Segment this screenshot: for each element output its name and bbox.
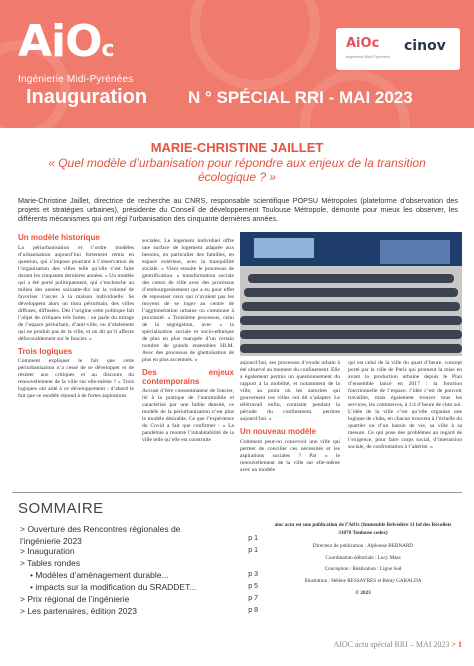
section-heading: Trois logiques bbox=[18, 346, 73, 356]
article-quote: « Quel modèle d’urbanisation pour répondre aux enjeux de la transition écologique ? » bbox=[48, 156, 426, 184]
section-divider bbox=[12, 492, 462, 493]
imprint-copyright: © 2023 bbox=[355, 589, 371, 596]
paragraph: Comment expliquer le fait que cette périurbanisation n’a cessé de se développer et de résister aux critiques et au discours du renouvellement de la ville sur elle-même ? « Trois logiques ont aidé à ce développement : d’abord le fait que ce modèle répond à de fortes aspirations bbox=[18, 358, 134, 399]
sommaire-item[interactable] bbox=[20, 605, 258, 617]
sommaire-item[interactable] bbox=[20, 523, 258, 545]
photo-screen bbox=[254, 238, 314, 258]
imprint-director: Directeur de publication : Alphonse BERNARD bbox=[312, 543, 414, 550]
article-column-3 bbox=[240, 360, 340, 474]
imprint-block bbox=[272, 522, 454, 597]
partner-aioc-logo: AiOc bbox=[346, 36, 380, 51]
section-heading: Des enjeux contemporains bbox=[142, 368, 234, 386]
audience-row bbox=[248, 274, 454, 283]
partner-logos bbox=[336, 28, 460, 70]
audience-row bbox=[242, 302, 460, 311]
partner-cinov-logo: cinov bbox=[404, 38, 446, 54]
gear-decoration bbox=[190, 0, 320, 90]
sommaire-item-label: > Inauguration bbox=[20, 546, 75, 556]
brand-block bbox=[18, 16, 134, 85]
audience-row bbox=[240, 344, 462, 353]
article-column-2 bbox=[142, 238, 234, 444]
photo-banner bbox=[380, 240, 450, 264]
section-heading: Un modèle historique bbox=[18, 233, 100, 242]
sommaire-item[interactable] bbox=[20, 557, 258, 569]
issue-number: N ° SPÉCIAL RRI - MAI 2023 bbox=[188, 88, 413, 107]
sommaire-item-page: p 1 bbox=[248, 535, 258, 542]
brand-subtitle: Ingénierie Midi-Pyrénées bbox=[18, 74, 134, 85]
sommaire-item-page: p 8 bbox=[248, 607, 258, 614]
paragraph: sociales. Le logement individuel offre une surface de logement adaptée aux besoins, en particulier des familles, en espace extérieur, avec la tranquillité sociale. » Vient ensuite le processus de gentrification. « transformation sociale des cœurs de ville avec des processus d’embourgeoisement qui a eu pour effet de repousser ceux qui n’avaient pas les moyens de se loger au centre de l’agglomération urbaine ou commune à proximité. » Troisième processus, celui de la ségrégation, avec « la spécialisation sociale et socio-ethnique de plus en plus marquée d’un certain nombre de grands ensembles HLM. Avec des processus de ghettoïsation de plus en plus accentués. » bbox=[142, 238, 234, 363]
footer-text: AIOC actu spécial RRI – MAI 2023 bbox=[333, 640, 450, 649]
paragraph: Comment peut-on concevoir une ville qui permet de concilier ces nécessités et les aspirations sociales ? Par « le renouvellement de la ville sur elle-même avec un modèle bbox=[240, 438, 340, 473]
audience-row bbox=[240, 330, 462, 339]
article-intro: Marie-Christine Jaillet, directrice de recherche au CNRS, responsable scientifique POPSU Métropoles (plateforme d’observation des projets et stratégies urbaines), présidente du Conseil de développement Toulouse Métropole, démonte pour mieux les observer, les différents mécanismes qui ont régi l’urbanisation des cinquante dernières années. bbox=[18, 196, 458, 223]
paragraph: aujourd’hui, ses processus d’exode urbain à été observé au moment du confinement. Elle a également permis un questionnement du rapport à la mobilité, et notamment de la ville, au point où les autorités qui gouvernent ces villes ont dû s’adapter. Le télétravail enfin, contraint pendant la période du confinement, perdure aujourd’hui. » bbox=[240, 360, 340, 422]
imprint-design: Conception / Réalisation : Ligue Sud bbox=[324, 566, 402, 573]
sommaire-item[interactable] bbox=[20, 569, 258, 581]
imprint-publisher: aioc actu est une publication de l’AiOc (Immeuble Belvédère 11 bd des Récollets 31078 Toulouse cedex) bbox=[274, 522, 452, 536]
aioc-logo: AiOc bbox=[18, 16, 114, 67]
sommaire-item-label: > Ouverture des Rencontres régionales de l’ingénierie 2023 bbox=[20, 524, 181, 546]
header-banner bbox=[0, 0, 474, 128]
audience-row bbox=[240, 316, 462, 325]
sommaire-title: SOMMAIRE bbox=[18, 500, 104, 517]
page-number: > 1 bbox=[451, 640, 462, 649]
article-column-1 bbox=[18, 234, 134, 400]
paragraph: qui est celui de la ville du quart d’heure, concept porté par la ville de Paris qui promeut la mise en avant la production urbaine depuis le Plan d’ensemble lancé en 2017 : la fonction fonctionnelle de l’espace. l’idée c’est de pouvoir travailler, mais également trouver tous les services, les commerces, à 1/4 d’heure de chez soi. L’idée de la ville c’est qu’elle organise une logique de clubs, en chacun trouvera à l’échelle du quartier ou d’un bassin de vie, sa ville à sa mesure. Ce qui pose des problèmes au regard de l’exigence, pour faire corps social, d’interaction sociale, de confrontation à l’altérité. » bbox=[348, 360, 462, 450]
sommaire-item-page: p 7 bbox=[248, 595, 258, 602]
sommaire-item[interactable] bbox=[20, 545, 258, 557]
sommaire-item-label: > Prix régional de l’ingénierie bbox=[20, 594, 130, 604]
sommaire-list bbox=[20, 523, 258, 617]
issue-title: Inauguration bbox=[26, 86, 148, 108]
sommaire-item-page: p 1 bbox=[248, 547, 258, 554]
imprint-coordination: Coordination éditoriale : Lucy Mass bbox=[325, 554, 401, 561]
sommaire-item-page: p 3 bbox=[248, 571, 258, 578]
sommaire-item-label: > Tables rondes bbox=[20, 558, 81, 568]
sommaire-item-label: • Modèles d’aménagement durable... bbox=[30, 570, 169, 580]
sommaire-item[interactable] bbox=[20, 593, 258, 605]
page-footer bbox=[266, 640, 462, 649]
sommaire-item[interactable] bbox=[20, 581, 258, 593]
partner-aioc-subtitle: Ingénierie Midi-Pyrénées bbox=[346, 54, 391, 59]
section-heading: Un nouveau modèle bbox=[240, 427, 317, 436]
event-photo bbox=[240, 232, 462, 356]
paragraph: Accusé d’être consommateur de foncier, lié à la pratique de l’automobile et caractérisé par une faible densité, ce modèle de la périurbanisation n’est plus le modèle désirable. Ce que l’expérience du Covid a fait que confirmer : « La pandémie a montré l’inhabitabilité de la ville telle qu’elle est construite bbox=[142, 388, 234, 443]
audience-row bbox=[244, 288, 458, 297]
speaker-name: MARIE-CHRISTINE JAILLET bbox=[150, 140, 324, 155]
sommaire-item-label: • impacts sur la modification du SRADDET... bbox=[30, 582, 197, 592]
sommaire-item-label: > Les partenaires, édition 2023 bbox=[20, 606, 137, 616]
imprint-illustration: Illustration : Hélène RESSAYRES et Rémy GABALDA bbox=[304, 577, 422, 584]
sommaire-item-page: p 5 bbox=[248, 583, 258, 590]
paragraph: La périurbanisation et l’ordre modèles d’urbanisation aujourd’hui fortement remis en question, qui s’impose pourtant à l’observation de l’organisation des villes telle qu’elle s’est faite durant les cinquante dernières années. « Un modèle qui a été porté politiquement, qui s’enclenche au milieu des années soixante-dix sur la volonté de favoriser l’accès à la maison individuelle. Se développent alors un tissu périurbain, des villes diffuses, diffusées. Dès l’origine cette politique fait l’objet de critiques très fortes : on parle du mitage de l’espace périurbain, d’anti-ville, ou d’étalement qui ne produit pas de la ville, et on dit qu’il affecte défavorablement sur le foncier. » bbox=[18, 244, 134, 342]
article-column-4 bbox=[348, 360, 462, 451]
